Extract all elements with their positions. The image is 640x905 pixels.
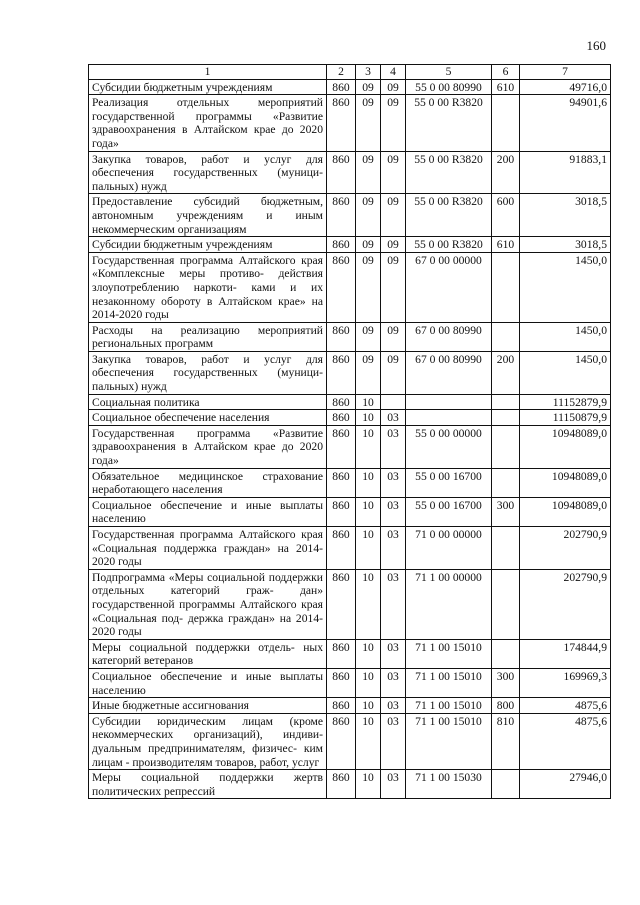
- row-expense-type-cell: [492, 527, 520, 570]
- column-header: 2: [327, 65, 356, 80]
- table-row: [89, 639, 611, 668]
- row-amount-cell: 4875,6: [520, 713, 611, 769]
- row-section-cell: 10: [356, 425, 381, 468]
- column-header: 5: [406, 65, 492, 80]
- row-target-article-cell: 71 0 00 00000: [406, 527, 492, 570]
- row-target-article-cell: 67 0 00 00000: [406, 252, 492, 322]
- row-subsection-cell: 03: [381, 410, 406, 426]
- row-code-cell: 860: [327, 351, 356, 394]
- table-row: [89, 770, 611, 799]
- row-subsection-cell: 03: [381, 639, 406, 668]
- row-section-cell: 09: [356, 194, 381, 237]
- row-name-cell: Социальное обеспечение населения: [89, 410, 327, 426]
- row-code-cell: 860: [327, 569, 356, 639]
- row-name-cell: Государственная программа «Развитие здравоохранения в Алтайском крае до 2020 года»: [89, 425, 327, 468]
- row-expense-type-cell: 810: [492, 713, 520, 769]
- table-row: [89, 668, 611, 697]
- row-section-cell: 09: [356, 322, 381, 351]
- column-header: 4: [381, 65, 406, 80]
- row-expense-type-cell: [492, 322, 520, 351]
- row-name-cell: Обязательное медицинское страхование неработающего населения: [89, 468, 327, 497]
- row-section-cell: 09: [356, 252, 381, 322]
- row-section-cell: 10: [356, 668, 381, 697]
- row-subsection-cell: 09: [381, 151, 406, 194]
- table-row: [89, 394, 611, 410]
- row-target-article-cell: 55 0 00 R3820: [406, 151, 492, 194]
- row-name-cell: Государственная программа Алтайского края «Социальная поддержка граждан» на 2014-2020 годы: [89, 527, 327, 570]
- row-name-cell: Предоставление субсидий бюджетным, автономным учреждениям и иным некоммерческим организациям: [89, 194, 327, 237]
- row-name-cell: Закупка товаров, работ и услуг для обеспечения государственных (муници- пальных) нужд: [89, 351, 327, 394]
- table-body: [89, 79, 611, 799]
- row-name-cell: Реализация отдельных мероприятий государственной программы «Развитие здравоохранения в Алтайском крае до 2020 года»: [89, 95, 327, 151]
- row-section-cell: 10: [356, 698, 381, 714]
- row-section-cell: 10: [356, 497, 381, 526]
- row-code-cell: 860: [327, 770, 356, 799]
- page-number: 160: [586, 38, 606, 53]
- row-subsection-cell: 09: [381, 237, 406, 253]
- row-section-cell: 10: [356, 639, 381, 668]
- row-section-cell: 09: [356, 237, 381, 253]
- row-amount-cell: 169969,3: [520, 668, 611, 697]
- row-code-cell: 860: [327, 394, 356, 410]
- table-row: [89, 237, 611, 253]
- row-amount-cell: 49716,0: [520, 79, 611, 95]
- row-amount-cell: 4875,6: [520, 698, 611, 714]
- row-code-cell: 860: [327, 410, 356, 426]
- table-row: [89, 95, 611, 151]
- column-header: 7: [520, 65, 611, 80]
- row-amount-cell: 10948089,0: [520, 497, 611, 526]
- row-amount-cell: 91883,1: [520, 151, 611, 194]
- row-subsection-cell: 09: [381, 95, 406, 151]
- row-target-article-cell: 55 0 00 16700: [406, 468, 492, 497]
- table-header-row: [89, 65, 611, 80]
- row-amount-cell: 27946,0: [520, 770, 611, 799]
- column-header: 6: [492, 65, 520, 80]
- row-name-cell: Государственная программа Алтайского края «Комплексные меры противо- действия злоупотреблению наркоти- ками и их незаконному обороту в Алтайском крае» на 2014-2020 годы: [89, 252, 327, 322]
- table-row: [89, 151, 611, 194]
- table-row: [89, 79, 611, 95]
- row-expense-type-cell: [492, 394, 520, 410]
- row-code-cell: 860: [327, 79, 356, 95]
- table-row: [89, 410, 611, 426]
- row-subsection-cell: 03: [381, 713, 406, 769]
- row-target-article-cell: 67 0 00 80990: [406, 351, 492, 394]
- table-row: [89, 698, 611, 714]
- row-name-cell: Социальное обеспечение и иные выплаты населению: [89, 497, 327, 526]
- row-section-cell: 10: [356, 468, 381, 497]
- row-expense-type-cell: [492, 468, 520, 497]
- row-amount-cell: 3018,5: [520, 237, 611, 253]
- row-amount-cell: 1450,0: [520, 351, 611, 394]
- row-code-cell: 860: [327, 698, 356, 714]
- row-name-cell: Субсидии бюджетным учреждениям: [89, 237, 327, 253]
- table-row: [89, 252, 611, 322]
- row-subsection-cell: 09: [381, 194, 406, 237]
- row-code-cell: 860: [327, 668, 356, 697]
- row-section-cell: 10: [356, 410, 381, 426]
- row-code-cell: 860: [327, 252, 356, 322]
- table-row: [89, 527, 611, 570]
- row-target-article-cell: 55 0 00 80990: [406, 79, 492, 95]
- table-row: [89, 713, 611, 769]
- row-expense-type-cell: [492, 770, 520, 799]
- row-section-cell: 09: [356, 95, 381, 151]
- row-name-cell: Расходы на реализацию мероприятий региональных программ: [89, 322, 327, 351]
- row-amount-cell: 11150879,9: [520, 410, 611, 426]
- row-amount-cell: 3018,5: [520, 194, 611, 237]
- row-expense-type-cell: [492, 252, 520, 322]
- row-amount-cell: 10948089,0: [520, 468, 611, 497]
- table-row: [89, 468, 611, 497]
- row-target-article-cell: 55 0 00 R3820: [406, 95, 492, 151]
- table-row: [89, 569, 611, 639]
- row-code-cell: 860: [327, 425, 356, 468]
- row-code-cell: 860: [327, 194, 356, 237]
- row-target-article-cell: [406, 410, 492, 426]
- table-row: [89, 194, 611, 237]
- row-target-article-cell: 71 1 00 15010: [406, 713, 492, 769]
- row-section-cell: 10: [356, 527, 381, 570]
- row-expense-type-cell: [492, 569, 520, 639]
- row-code-cell: 860: [327, 468, 356, 497]
- row-code-cell: 860: [327, 322, 356, 351]
- row-code-cell: 860: [327, 713, 356, 769]
- row-subsection-cell: 09: [381, 252, 406, 322]
- row-code-cell: 860: [327, 639, 356, 668]
- row-section-cell: 09: [356, 151, 381, 194]
- row-expense-type-cell: [492, 425, 520, 468]
- row-subsection-cell: 03: [381, 770, 406, 799]
- table-row: [89, 322, 611, 351]
- row-name-cell: Субсидии юридическим лицам (кроме некоммерческих организаций), индиви- дуальным предпринимателям, физичес- ким лицам - производителям товаров, работ, услуг: [89, 713, 327, 769]
- row-target-article-cell: 71 1 00 15010: [406, 668, 492, 697]
- row-code-cell: 860: [327, 151, 356, 194]
- row-amount-cell: 202790,9: [520, 527, 611, 570]
- row-amount-cell: 174844,9: [520, 639, 611, 668]
- row-target-article-cell: 71 1 00 15030: [406, 770, 492, 799]
- row-section-cell: 09: [356, 351, 381, 394]
- row-name-cell: Подпрограмма «Меры социальной поддержки отдельных категорий граж- дан» государственной программы Алтайского края «Социальная под- держка граждан» на 2014-2020 годы: [89, 569, 327, 639]
- row-name-cell: Меры социальной поддержки жертв политических репрессий: [89, 770, 327, 799]
- row-section-cell: 09: [356, 79, 381, 95]
- row-subsection-cell: 09: [381, 351, 406, 394]
- row-subsection-cell: 09: [381, 322, 406, 351]
- row-name-cell: Субсидии бюджетным учреждениям: [89, 79, 327, 95]
- row-amount-cell: 10948089,0: [520, 425, 611, 468]
- row-subsection-cell: 03: [381, 668, 406, 697]
- row-expense-type-cell: 800: [492, 698, 520, 714]
- row-section-cell: 10: [356, 569, 381, 639]
- row-code-cell: 860: [327, 95, 356, 151]
- row-amount-cell: 1450,0: [520, 252, 611, 322]
- row-subsection-cell: 09: [381, 79, 406, 95]
- row-code-cell: 860: [327, 237, 356, 253]
- row-code-cell: 860: [327, 527, 356, 570]
- row-target-article-cell: [406, 394, 492, 410]
- row-subsection-cell: [381, 394, 406, 410]
- row-amount-cell: 11152879,9: [520, 394, 611, 410]
- row-amount-cell: 94901,6: [520, 95, 611, 151]
- table-row: [89, 425, 611, 468]
- row-expense-type-cell: [492, 639, 520, 668]
- row-amount-cell: 202790,9: [520, 569, 611, 639]
- row-expense-type-cell: 610: [492, 237, 520, 253]
- row-expense-type-cell: [492, 410, 520, 426]
- row-code-cell: 860: [327, 497, 356, 526]
- row-target-article-cell: 67 0 00 80990: [406, 322, 492, 351]
- row-section-cell: 10: [356, 394, 381, 410]
- row-target-article-cell: 71 1 00 00000: [406, 569, 492, 639]
- row-subsection-cell: 03: [381, 468, 406, 497]
- row-target-article-cell: 55 0 00 R3820: [406, 237, 492, 253]
- row-expense-type-cell: 200: [492, 351, 520, 394]
- row-expense-type-cell: 300: [492, 668, 520, 697]
- row-target-article-cell: 71 1 00 15010: [406, 698, 492, 714]
- row-expense-type-cell: 610: [492, 79, 520, 95]
- row-target-article-cell: 55 0 00 R3820: [406, 194, 492, 237]
- row-subsection-cell: 03: [381, 425, 406, 468]
- table-row: [89, 351, 611, 394]
- row-amount-cell: 1450,0: [520, 322, 611, 351]
- row-expense-type-cell: 200: [492, 151, 520, 194]
- row-target-article-cell: 55 0 00 00000: [406, 425, 492, 468]
- row-name-cell: Закупка товаров, работ и услуг для обеспечения государственных (муници- пальных) нужд: [89, 151, 327, 194]
- row-name-cell: Социальное обеспечение и иные выплаты населению: [89, 668, 327, 697]
- column-header: 3: [356, 65, 381, 80]
- row-section-cell: 10: [356, 713, 381, 769]
- row-name-cell: Социальная политика: [89, 394, 327, 410]
- row-expense-type-cell: [492, 95, 520, 151]
- row-expense-type-cell: 600: [492, 194, 520, 237]
- row-subsection-cell: 03: [381, 569, 406, 639]
- row-target-article-cell: 55 0 00 16700: [406, 497, 492, 526]
- row-name-cell: Иные бюджетные ассигнования: [89, 698, 327, 714]
- row-target-article-cell: 71 1 00 15010: [406, 639, 492, 668]
- row-section-cell: 10: [356, 770, 381, 799]
- budget-table: [88, 64, 611, 799]
- column-header: 1: [89, 65, 327, 80]
- row-subsection-cell: 03: [381, 527, 406, 570]
- table-row: [89, 497, 611, 526]
- row-expense-type-cell: 300: [492, 497, 520, 526]
- row-subsection-cell: 03: [381, 698, 406, 714]
- row-name-cell: Меры социальной поддержки отдель- ных категорий ветеранов: [89, 639, 327, 668]
- row-subsection-cell: 03: [381, 497, 406, 526]
